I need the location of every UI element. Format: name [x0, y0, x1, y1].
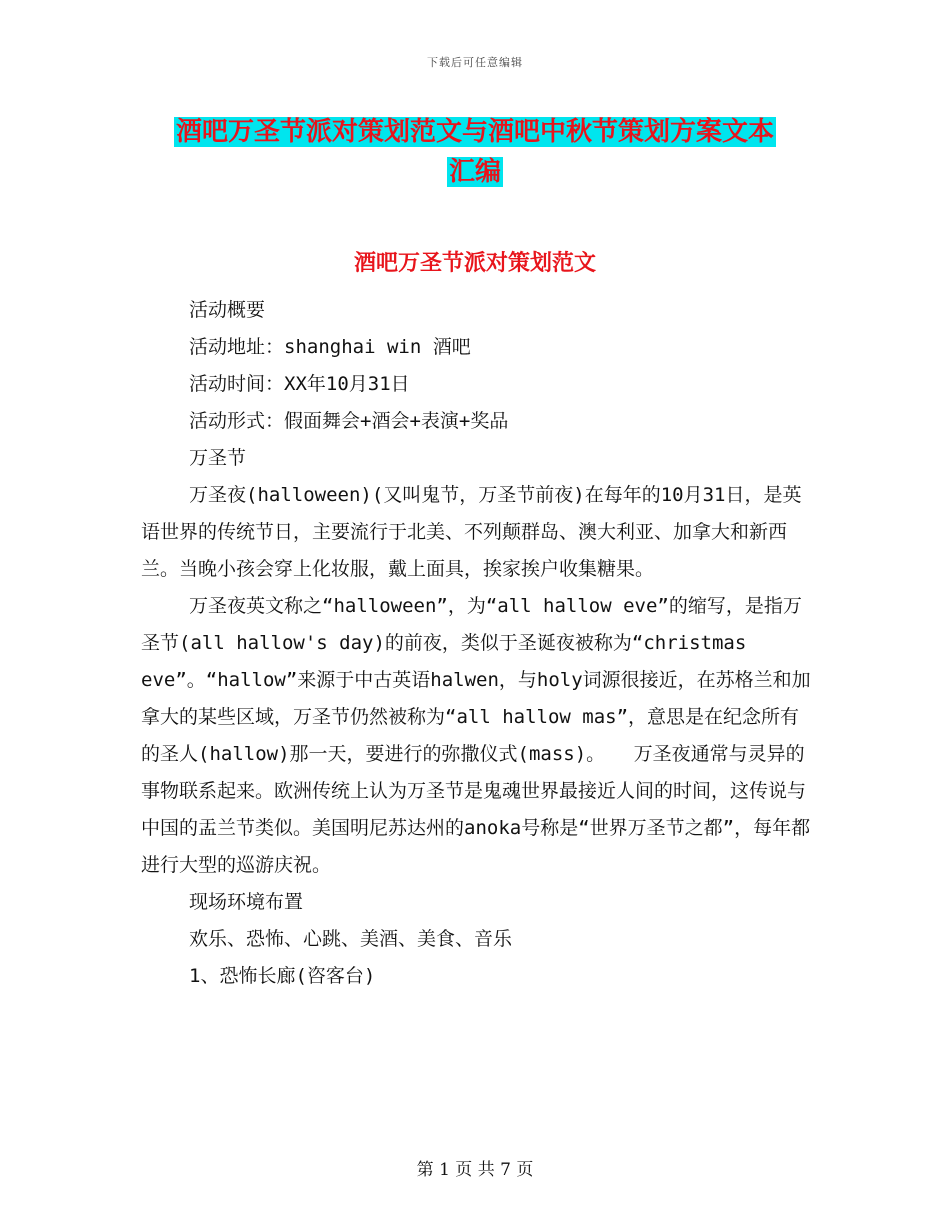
page-number: 第 1 页 共 7 页: [416, 1160, 534, 1180]
page-header-note: 下载后可任意编辑: [427, 56, 523, 69]
paragraph: 现场环境布置: [189, 891, 304, 913]
paragraph: 活动概要: [189, 299, 266, 321]
section-title: 酒吧万圣节派对策划范文: [353, 250, 596, 276]
paragraph: 1、恐怖长廊(咨客台): [189, 965, 376, 987]
document-title: [0, 112, 950, 192]
title-line-1: 酒吧万圣节派对策划范文与酒吧中秋节策划方案文本: [175, 117, 774, 147]
paragraph: 万圣节: [189, 447, 247, 469]
paragraph: 万圣夜英文称之“halloween”，为“all hallow eve”的缩写，是指万圣节(all hallow's day)的前夜，类似于圣诞夜被称为“christmas eve”。“hallow”来源于中古英语halwen，与holy词源很接近，在苏格兰和加拿大的某些区域，万圣节仍然被称为“all hallow mas”，意思是在纪念所有的圣人(hallow)那一天，要进行的弥撒仪式(mass)。 万圣夜通常与灵异的事物联系起来。欧洲传统上认为万圣节是鬼魂世界最接近人间的时间，这传说与中国的盂兰节类似。美国明尼苏达州的anoka号称是“世界万圣节之都”，每年都进行大型的巡游庆祝。: [141, 595, 811, 876]
paragraph: 活动时间：XX年10月31日: [189, 373, 410, 395]
title-line-2: 汇编: [448, 157, 501, 187]
paragraph: 欢乐、恐怖、心跳、美酒、美食、音乐: [189, 928, 513, 950]
paragraph: 万圣夜(halloween)(又叫鬼节，万圣节前夜)在每年的10月31日，是英语世界的传统节日，主要流行于北美、不列颠群岛、澳大利亚、加拿大和新西兰。当晚小孩会穿上化妆服，戴上面具，挨家挨户收集糖果。: [141, 484, 802, 580]
paragraph: 活动地址：shanghai win 酒吧: [189, 336, 471, 358]
paragraph: 活动形式：假面舞会+酒会+表演+奖品: [189, 410, 509, 432]
document-body: [141, 292, 811, 995]
